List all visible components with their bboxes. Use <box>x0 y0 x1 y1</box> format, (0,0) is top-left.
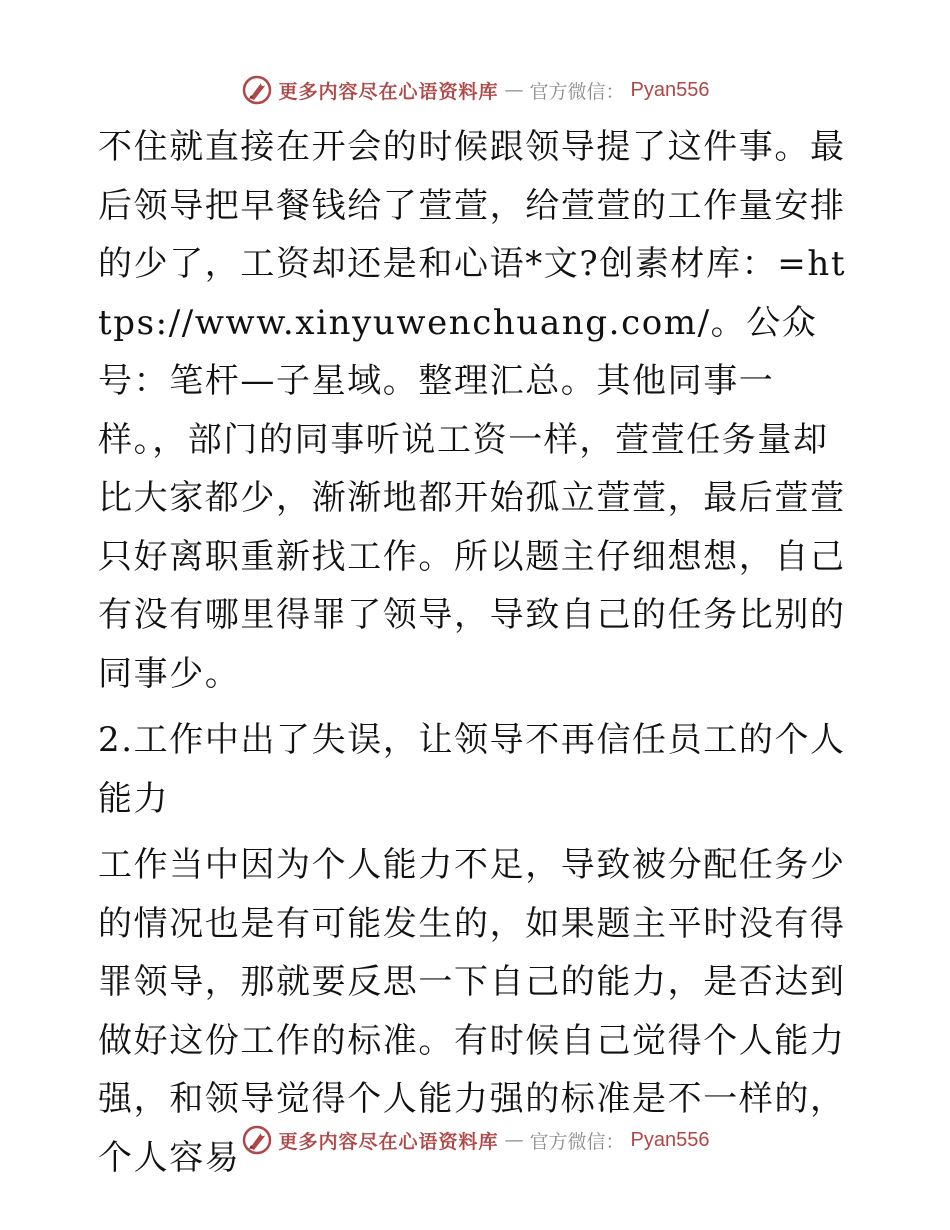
watermark-site-text: 更多内容尽在心语资料库 <box>278 1130 499 1153</box>
document-body <box>98 118 858 1187</box>
watermark-footer <box>0 1120 950 1160</box>
pen-logo-icon <box>241 74 273 106</box>
watermark-label: 官方微信： <box>529 1130 625 1153</box>
watermark-dash: — <box>504 1129 524 1151</box>
watermark-wechat-id: Pyan556 <box>630 1128 710 1151</box>
paragraph-1: 不住就直接在开会的时候跟领导提了这件事。最后领导把早餐钱给了萱萱，给萱萱的工作量安排的少了，工资却还是和心语*文?创素材库：=https://www.xinyuwenchuang.com/。公众号：笔杆—子星域。整理汇总。其他同事一样。，部门的同事听说工资一样，萱萱任务量却比大家都少，渐渐地都开始孤立萱萱，最后萱萱只好离职重新找工作。所以题主仔细想想，自己有没有哪里得罪了领导，导致自己的任务比别的同事少。 <box>98 127 847 694</box>
watermark-dash: — <box>504 79 524 101</box>
section-heading-2: 2.工作中出了失误，让领导不再信任员工的个人能力 <box>98 720 846 819</box>
pen-logo-icon <box>241 1124 273 1156</box>
watermark-wechat-id: Pyan556 <box>630 78 710 101</box>
watermark-header <box>0 70 950 110</box>
paragraph-gap <box>98 703 858 711</box>
paragraph-3: 工作当中因为个人能力不足，导致被分配任务少的情况也是有可能发生的，如果题主平时没有得罪领导，那就要反思一下自己的能力，是否达到做好这份工作的标准。有时候自己觉得个人能力强，和领导觉得个人能力强的标准是不一样的，个人容易 <box>98 845 846 1178</box>
watermark-site-text: 更多内容尽在心语资料库 <box>278 80 499 103</box>
watermark-label: 官方微信： <box>529 80 625 103</box>
paragraph-gap <box>98 828 858 836</box>
